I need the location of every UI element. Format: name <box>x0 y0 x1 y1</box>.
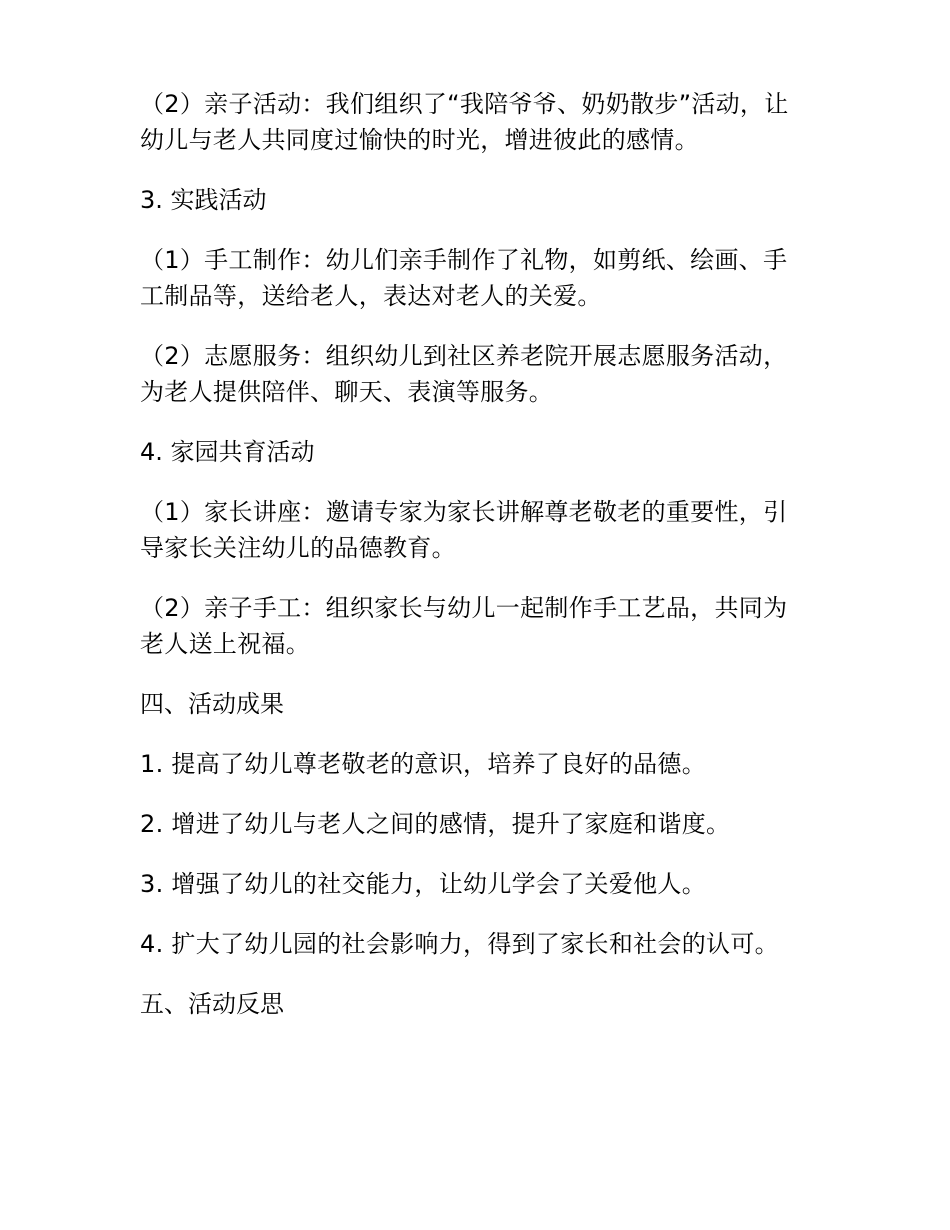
paragraph-parent-child-activity: （2）亲子活动：我们组织了“我陪爷爷、奶奶散步”活动，让幼儿与老人共同度过愉快的时光，增进彼此的感情。 <box>140 90 789 154</box>
result-item: 1. 提高了幼儿尊老敬老的意识，培养了良好的品德。 <box>140 750 707 778</box>
result-item: 3. 增强了幼儿的社交能力，让幼儿学会了关爱他人。 <box>140 870 707 898</box>
paragraph-volunteer-service: （2）志愿服务：组织幼儿到社区养老院开展志愿服务活动，为老人提供陪伴、聊天、表演等服务。 <box>140 342 788 406</box>
result-item: 2. 增进了幼儿与老人之间的感情，提升了家庭和谐度。 <box>140 810 731 838</box>
section-heading-home-school: 4. 家园共育活动 <box>140 438 315 466</box>
section-heading-reflection: 五、活动反思 <box>140 990 284 1018</box>
section-heading-results: 四、活动成果 <box>140 690 284 718</box>
section-heading-practice-activities: 3. 实践活动 <box>140 186 267 214</box>
document-body <box>140 86 810 1046</box>
paragraph-parent-lecture: （1）家长讲座：邀请专家为家长讲解尊老敬老的重要性，引导家长关注幼儿的品德教育。 <box>140 498 788 562</box>
paragraph-parent-child-craft: （2）亲子手工：组织家长与幼儿一起制作手工艺品，共同为老人送上祝福。 <box>140 594 788 658</box>
paragraph-handicraft: （1）手工制作：幼儿们亲手制作了礼物，如剪纸、绘画、手工制品等，送给老人，表达对老人的关爱。 <box>140 246 788 310</box>
result-item: 4. 扩大了幼儿园的社会影响力，得到了家长和社会的认可。 <box>140 930 779 958</box>
